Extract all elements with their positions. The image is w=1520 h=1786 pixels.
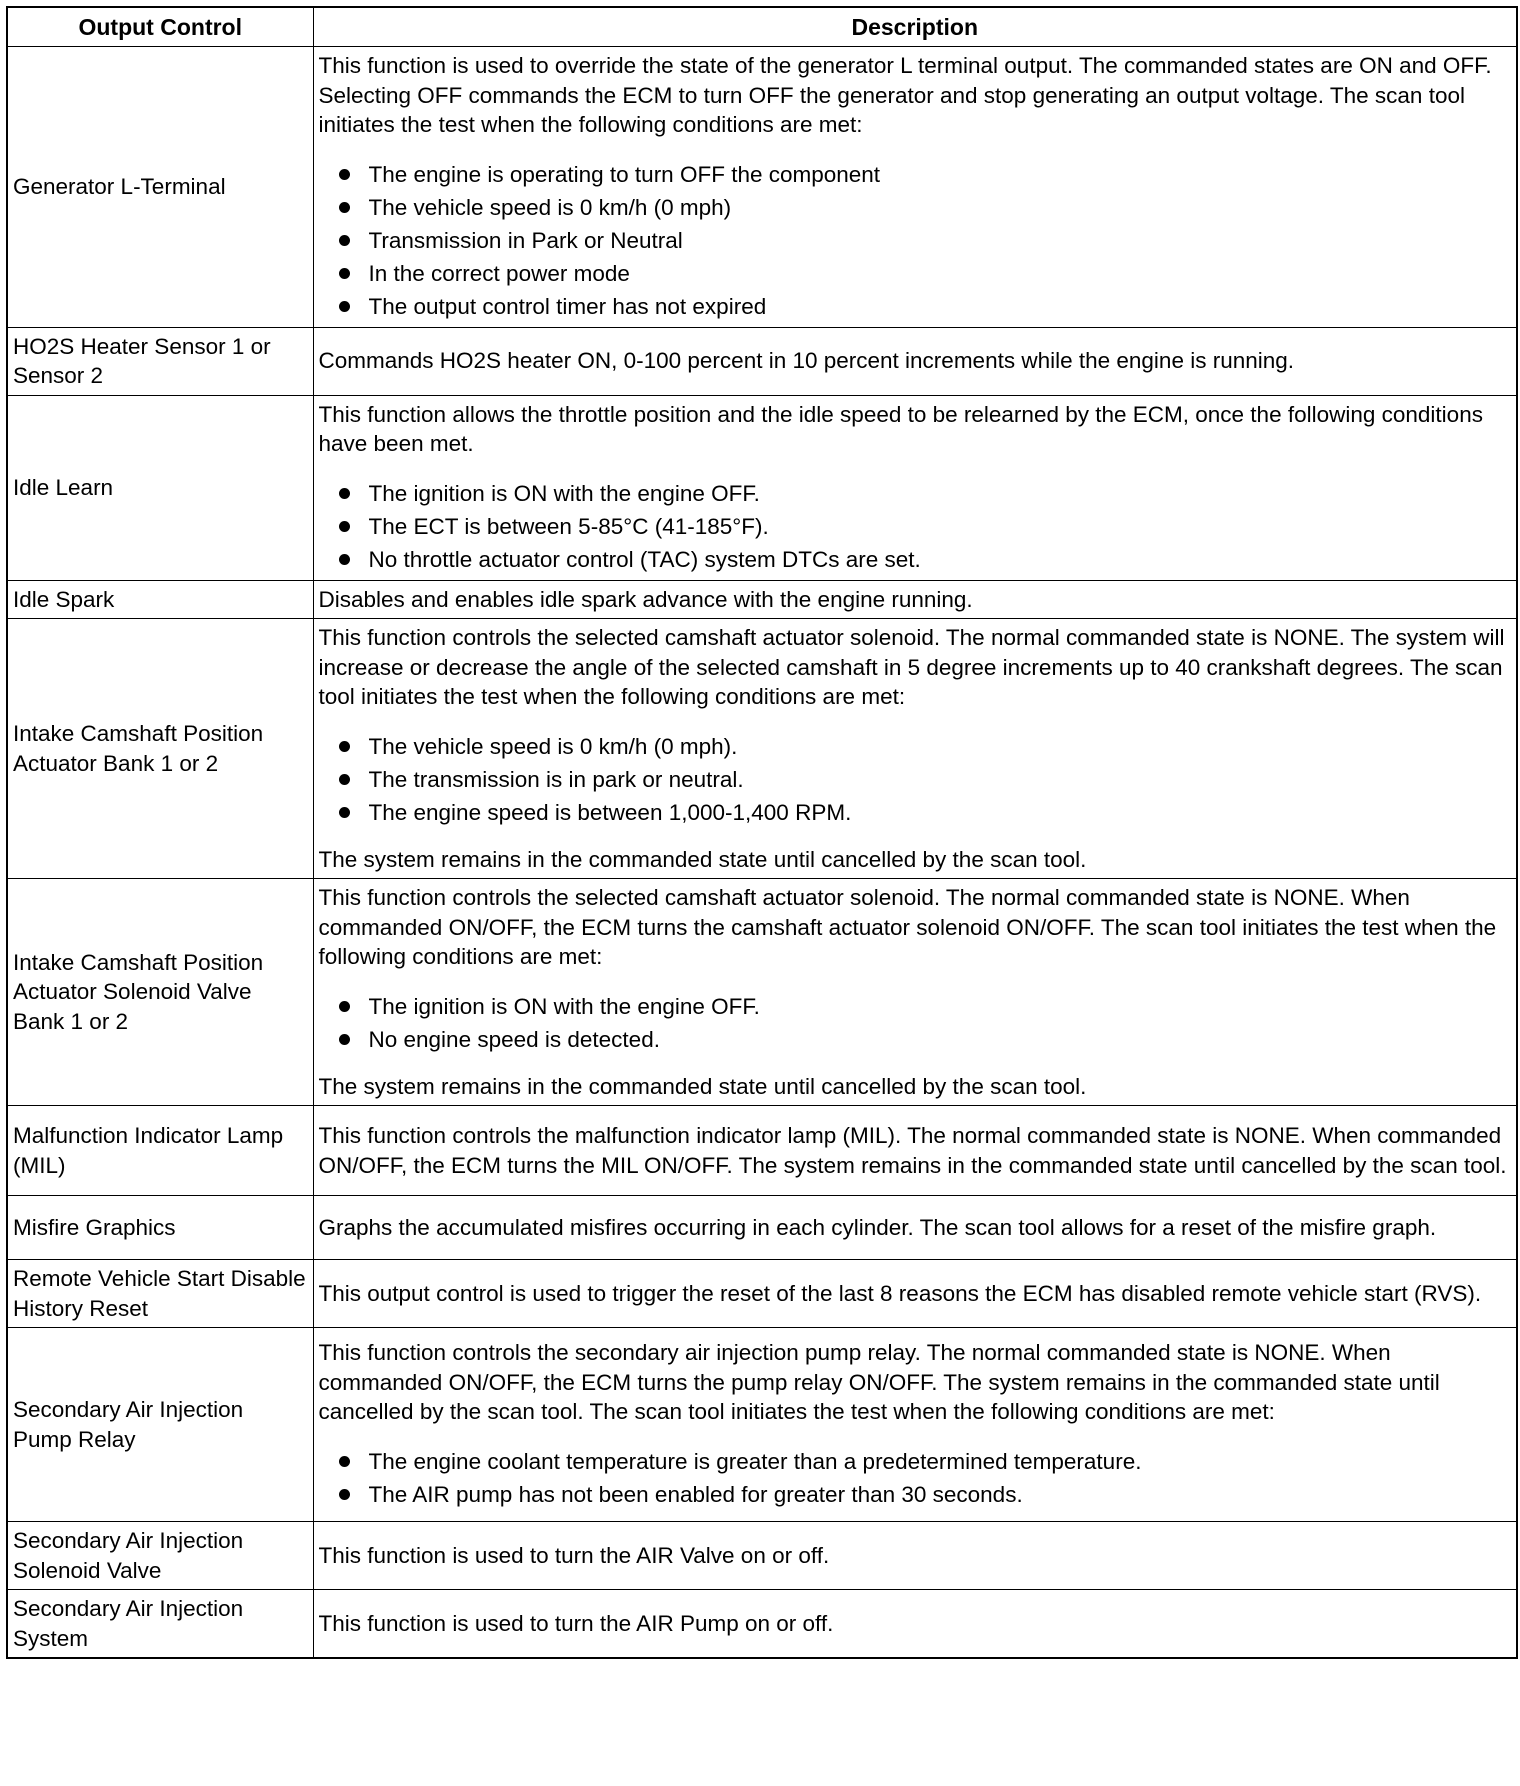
output-control-cell: Secondary Air Injection Pump Relay	[7, 1328, 313, 1522]
condition-list-item: Transmission in Park or Neutral	[319, 224, 1512, 257]
description-cell	[313, 1522, 1517, 1590]
table-row	[7, 47, 1517, 328]
condition-list-item: The AIR pump has not been enabled for greater than 30 seconds.	[319, 1478, 1512, 1511]
description-text: Graphs the accumulated misfires occurring in each cylinder. The scan tool allows for a reset of the misfire graph.	[318, 1214, 1437, 1240]
output-control-cell: Generator L-Terminal	[7, 47, 313, 328]
table-row	[7, 580, 1517, 619]
description-cell	[313, 580, 1517, 619]
description-cell	[313, 1260, 1517, 1328]
description-text: This output control is used to trigger the reset of the last 8 reasons the ECM has disabled remote vehicle start (RVS).	[318, 1280, 1482, 1306]
table-row	[7, 1106, 1517, 1196]
condition-list	[319, 158, 1512, 323]
condition-list-item: In the correct power mode	[319, 257, 1512, 290]
description-text: This function is used to turn the AIR Valve on or off.	[318, 1542, 830, 1568]
table-row	[7, 327, 1517, 395]
description-text: This function is used to override the state of the generator L terminal output. The commanded states are ON and OFF. Selecting OFF commands the ECM to turn OFF the generator and stop generating an output voltage. The scan tool initiates the test when the following conditions are met:	[318, 53, 1492, 137]
table-body	[7, 47, 1517, 1659]
description-cell	[313, 395, 1517, 580]
output-control-table-wrapper	[6, 6, 1516, 1659]
condition-list-item: The ECT is between 5-85°C (41-185°F).	[319, 510, 1512, 543]
description-text: This function controls the selected camshaft actuator solenoid. The normal commanded state is NONE. The system will increase or decrease the angle of the selected camshaft in 5 degree increments up to 40 crankshaft degrees. The scan tool initiates the test when the following conditions are met:	[318, 625, 1505, 709]
condition-list-item: The engine is operating to turn OFF the component	[319, 158, 1512, 191]
condition-list-item: The ignition is ON with the engine OFF.	[319, 990, 1512, 1023]
condition-list-item: The ignition is ON with the engine OFF.	[319, 477, 1512, 510]
description-text: Disables and enables idle spark advance with the engine running.	[318, 586, 973, 612]
condition-list	[319, 1445, 1512, 1511]
condition-list	[319, 730, 1512, 829]
description-text: This function controls the secondary air injection pump relay. The normal commanded state is NONE. When commanded ON/OFF, the ECM turns the pump relay ON/OFF. The system remains in the commanded state until cancelled by the scan tool. The scan tool initiates the test when the following conditions are met:	[318, 1340, 1440, 1425]
description-text: This function controls the malfunction indicator lamp (MIL). The normal commanded state is NONE. When commanded ON/OFF, the ECM turns the MIL ON/OFF. The system remains in the commanded state until cancelled by the scan tool.	[318, 1123, 1507, 1178]
description-text: This function controls the selected camshaft actuator solenoid. The normal commanded state is NONE. When commanded ON/OFF, the ECM turns the camshaft actuator solenoid ON/OFF. The scan tool initiates the test when the following conditions are met:	[318, 885, 1497, 969]
condition-list-item: The engine speed is between 1,000-1,400 RPM.	[319, 796, 1512, 829]
table-row	[7, 1590, 1517, 1659]
condition-list-item: No throttle actuator control (TAC) system DTCs are set.	[319, 543, 1512, 576]
description-footer-text: The system remains in the commanded state until cancelled by the scan tool.	[318, 1073, 1087, 1099]
description-text: This function allows the throttle position and the idle speed to be relearned by the ECM, once the following conditions have been met.	[318, 401, 1483, 456]
header-description: Description	[313, 7, 1517, 47]
description-cell	[313, 879, 1517, 1106]
description-cell	[313, 1328, 1517, 1522]
condition-list-item: The transmission is in park or neutral.	[319, 763, 1512, 796]
condition-list-item: The vehicle speed is 0 km/h (0 mph).	[319, 730, 1512, 763]
output-control-cell: Remote Vehicle Start Disable History Reset	[7, 1260, 313, 1328]
output-control-cell: Idle Spark	[7, 580, 313, 619]
table-row	[7, 1328, 1517, 1522]
condition-list	[319, 477, 1512, 576]
condition-list-item: The vehicle speed is 0 km/h (0 mph)	[319, 191, 1512, 224]
condition-list-item: The engine coolant temperature is greater than a predetermined temperature.	[319, 1445, 1512, 1478]
table-row	[7, 1260, 1517, 1328]
description-cell	[313, 619, 1517, 879]
description-cell	[313, 1106, 1517, 1196]
output-control-cell: Intake Camshaft Position Actuator Solenoid Valve Bank 1 or 2	[7, 879, 313, 1106]
table-row	[7, 879, 1517, 1106]
description-text: This function is used to turn the AIR Pump on or off.	[318, 1610, 834, 1636]
description-text: Commands HO2S heater ON, 0-100 percent in 10 percent increments while the engine is running.	[318, 348, 1295, 374]
description-cell	[313, 1590, 1517, 1659]
table-header-row	[7, 7, 1517, 47]
condition-list-item: The output control timer has not expired	[319, 290, 1512, 323]
output-control-cell: Secondary Air Injection Solenoid Valve	[7, 1522, 313, 1590]
condition-list	[319, 990, 1512, 1056]
description-footer-text: The system remains in the commanded state until cancelled by the scan tool.	[318, 846, 1087, 872]
table-row	[7, 395, 1517, 580]
table-row	[7, 619, 1517, 879]
table-row	[7, 1196, 1517, 1260]
condition-list-item: No engine speed is detected.	[319, 1023, 1512, 1056]
description-cell	[313, 327, 1517, 395]
table-row	[7, 1522, 1517, 1590]
output-control-cell: Misfire Graphics	[7, 1196, 313, 1260]
output-control-cell: Intake Camshaft Position Actuator Bank 1 or 2	[7, 619, 313, 879]
output-control-cell: Malfunction Indicator Lamp (MIL)	[7, 1106, 313, 1196]
output-control-cell: HO2S Heater Sensor 1 or Sensor 2	[7, 327, 313, 395]
description-cell	[313, 1196, 1517, 1260]
output-control-table	[6, 6, 1518, 1659]
header-output-control: Output Control	[7, 7, 313, 47]
output-control-cell: Idle Learn	[7, 395, 313, 580]
description-cell	[313, 47, 1517, 328]
output-control-cell: Secondary Air Injection System	[7, 1590, 313, 1659]
